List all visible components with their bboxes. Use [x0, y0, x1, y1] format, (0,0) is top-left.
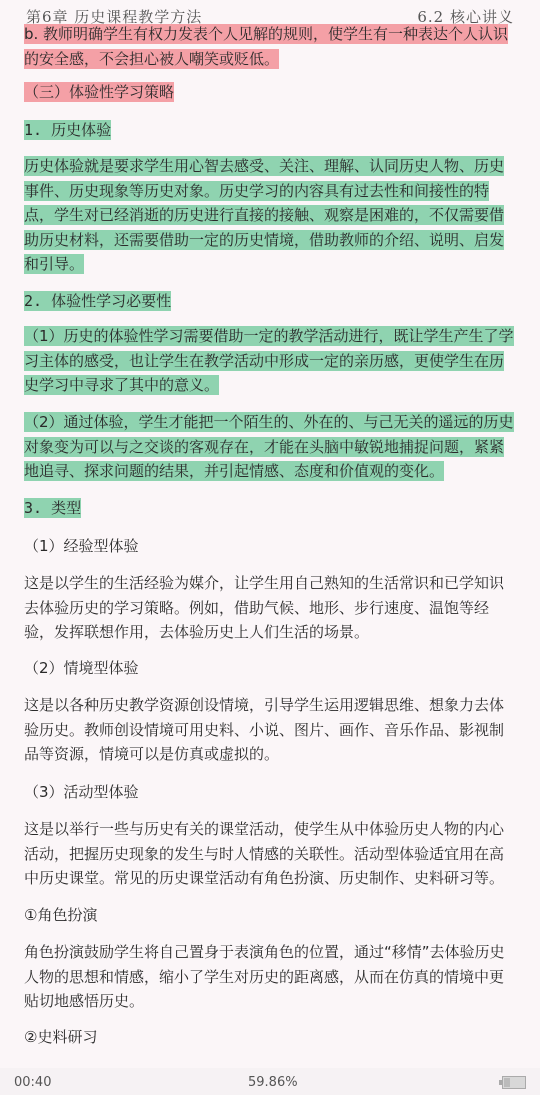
- text-line: 对象变为可以与之交谈的客观存在，才能在头脑中敏锐地捕捉问题，紧紧: [24, 437, 505, 456]
- section-heading-3: [24, 80, 516, 105]
- subtype-source-study: [24, 1025, 516, 1050]
- text-line: 贴切地感悟历史。: [24, 992, 145, 1010]
- text-line: b. 教师明确学生有权力发表个人见解的规则，使学生有一种表达个人认识: [24, 25, 509, 43]
- text-line: ②史料研习: [24, 1028, 98, 1046]
- text-line: 2. 体验性学习必要性: [24, 292, 172, 310]
- text-line: （1）历史的体验性学习需要借助一定的教学活动进行，既让学生产生了学: [24, 327, 514, 345]
- text-line: 这是以举行一些与历史有关的课堂活动，使学生从中体验历史人物的内心: [24, 820, 505, 838]
- text-line: 中历史课堂。常见的历史课堂活动有角色扮演、历史制作、史料研习等。: [24, 869, 505, 887]
- text-line: （2）情境型体验: [24, 659, 139, 677]
- text-line: 习主体的感受，也让学生在教学活动中形成一定的亲历感，更使学生在历: [24, 351, 505, 370]
- text-line: 角色扮演鼓励学生将自己置身于表演角色的位置，通过“移情”去体验历史: [24, 943, 505, 961]
- chapter-header: [0, 0, 540, 24]
- paragraph-situational: [24, 693, 516, 767]
- text-line: 1. 历史体验: [24, 121, 112, 139]
- status-footer: [0, 1068, 540, 1095]
- text-line: （三）体验性学习策略: [24, 83, 175, 101]
- paragraph-activity: [24, 817, 516, 891]
- text-line: 历史体验就是要求学生用心智去感受、关注、理解、认同历史人物、历史: [24, 157, 505, 175]
- subheading-types: [24, 496, 516, 521]
- subheading-necessity: [24, 289, 516, 314]
- paragraph-experiential: [24, 571, 516, 645]
- text-line: 这是以学生的生活经验为媒介，让学生用自己熟知的生活常识和已学知识: [24, 574, 505, 592]
- text-line: 验历史。教师创设情境可用史料、小说、图片、画作、音乐作品、影视制: [24, 720, 505, 739]
- text-line: 验，发挥联想作用，去体验历史上人们生活的场景。: [24, 623, 370, 641]
- paragraph-role-play: [24, 940, 516, 1014]
- text-line: 人物的思想和情感，缩小了学生对历史的距离感，从而在仿真的情境中更: [24, 967, 505, 986]
- text-line: 3. 类型: [24, 499, 82, 517]
- paragraph-b-block: [24, 22, 516, 71]
- subheading-history-experience: [24, 118, 516, 143]
- text-line: （3）活动型体验: [24, 783, 139, 801]
- text-line: 去体验历史的学习策略。例如，借助气候、地形、步行速度、温饱等经: [24, 598, 490, 617]
- text-line: 和引导。: [24, 255, 85, 273]
- section-title: 6.2 核心讲义: [417, 8, 514, 24]
- text-line: 地追寻、探求问题的结果，并引起情感、态度和价值观的变化。: [24, 462, 445, 480]
- type-heading-experiential: [24, 534, 516, 559]
- text-line: （2）通过体验，学生才能把一个陌生的、外在的、与己无关的遥远的历史: [24, 413, 514, 431]
- chapter-title: 第6章 历史课程教学方法: [26, 8, 203, 24]
- clock: 00:40: [14, 1075, 52, 1090]
- battery-icon: [502, 1076, 526, 1089]
- text-line: 的安全感，不会担心被人嘲笑或贬低。: [24, 49, 280, 68]
- text-line: 事件、历史现象等历史对象。历史学习的内容具有过去性和间接性的特: [24, 181, 490, 200]
- subtype-role-play: [24, 903, 516, 928]
- text-line: 点，学生对已经消逝的历史进行直接的接触、观察是困难的，不仅需要借: [24, 206, 505, 224]
- reading-progress: 59.86%: [248, 1075, 298, 1090]
- type-heading-situational: [24, 656, 516, 681]
- text-line: 活动，把握历史现象的发生与时人情感的关联性。活动型体验适宜用在高: [24, 844, 505, 863]
- battery-tip: [499, 1080, 502, 1085]
- battery-level: [504, 1078, 510, 1087]
- text-line: 这是以各种历史教学资源创设情境，引导学生运用逻辑思维、想象力去体: [24, 696, 505, 714]
- paragraph-necessity-1: [24, 324, 516, 398]
- text-line: 史学习中寻求了其中的意义。: [24, 376, 220, 394]
- text-line: 品等资源，情境可以是仿真或虚拟的。: [24, 745, 280, 763]
- text-line: 助历史材料，还需要借助一定的历史情境，借助教师的介绍、说明、启发: [24, 230, 505, 249]
- type-heading-activity: [24, 780, 516, 805]
- text-line: （1）经验型体验: [24, 537, 139, 555]
- text-line: ①角色扮演: [24, 906, 98, 924]
- paragraph-history-experience: [24, 154, 516, 277]
- paragraph-necessity-2: [24, 410, 516, 484]
